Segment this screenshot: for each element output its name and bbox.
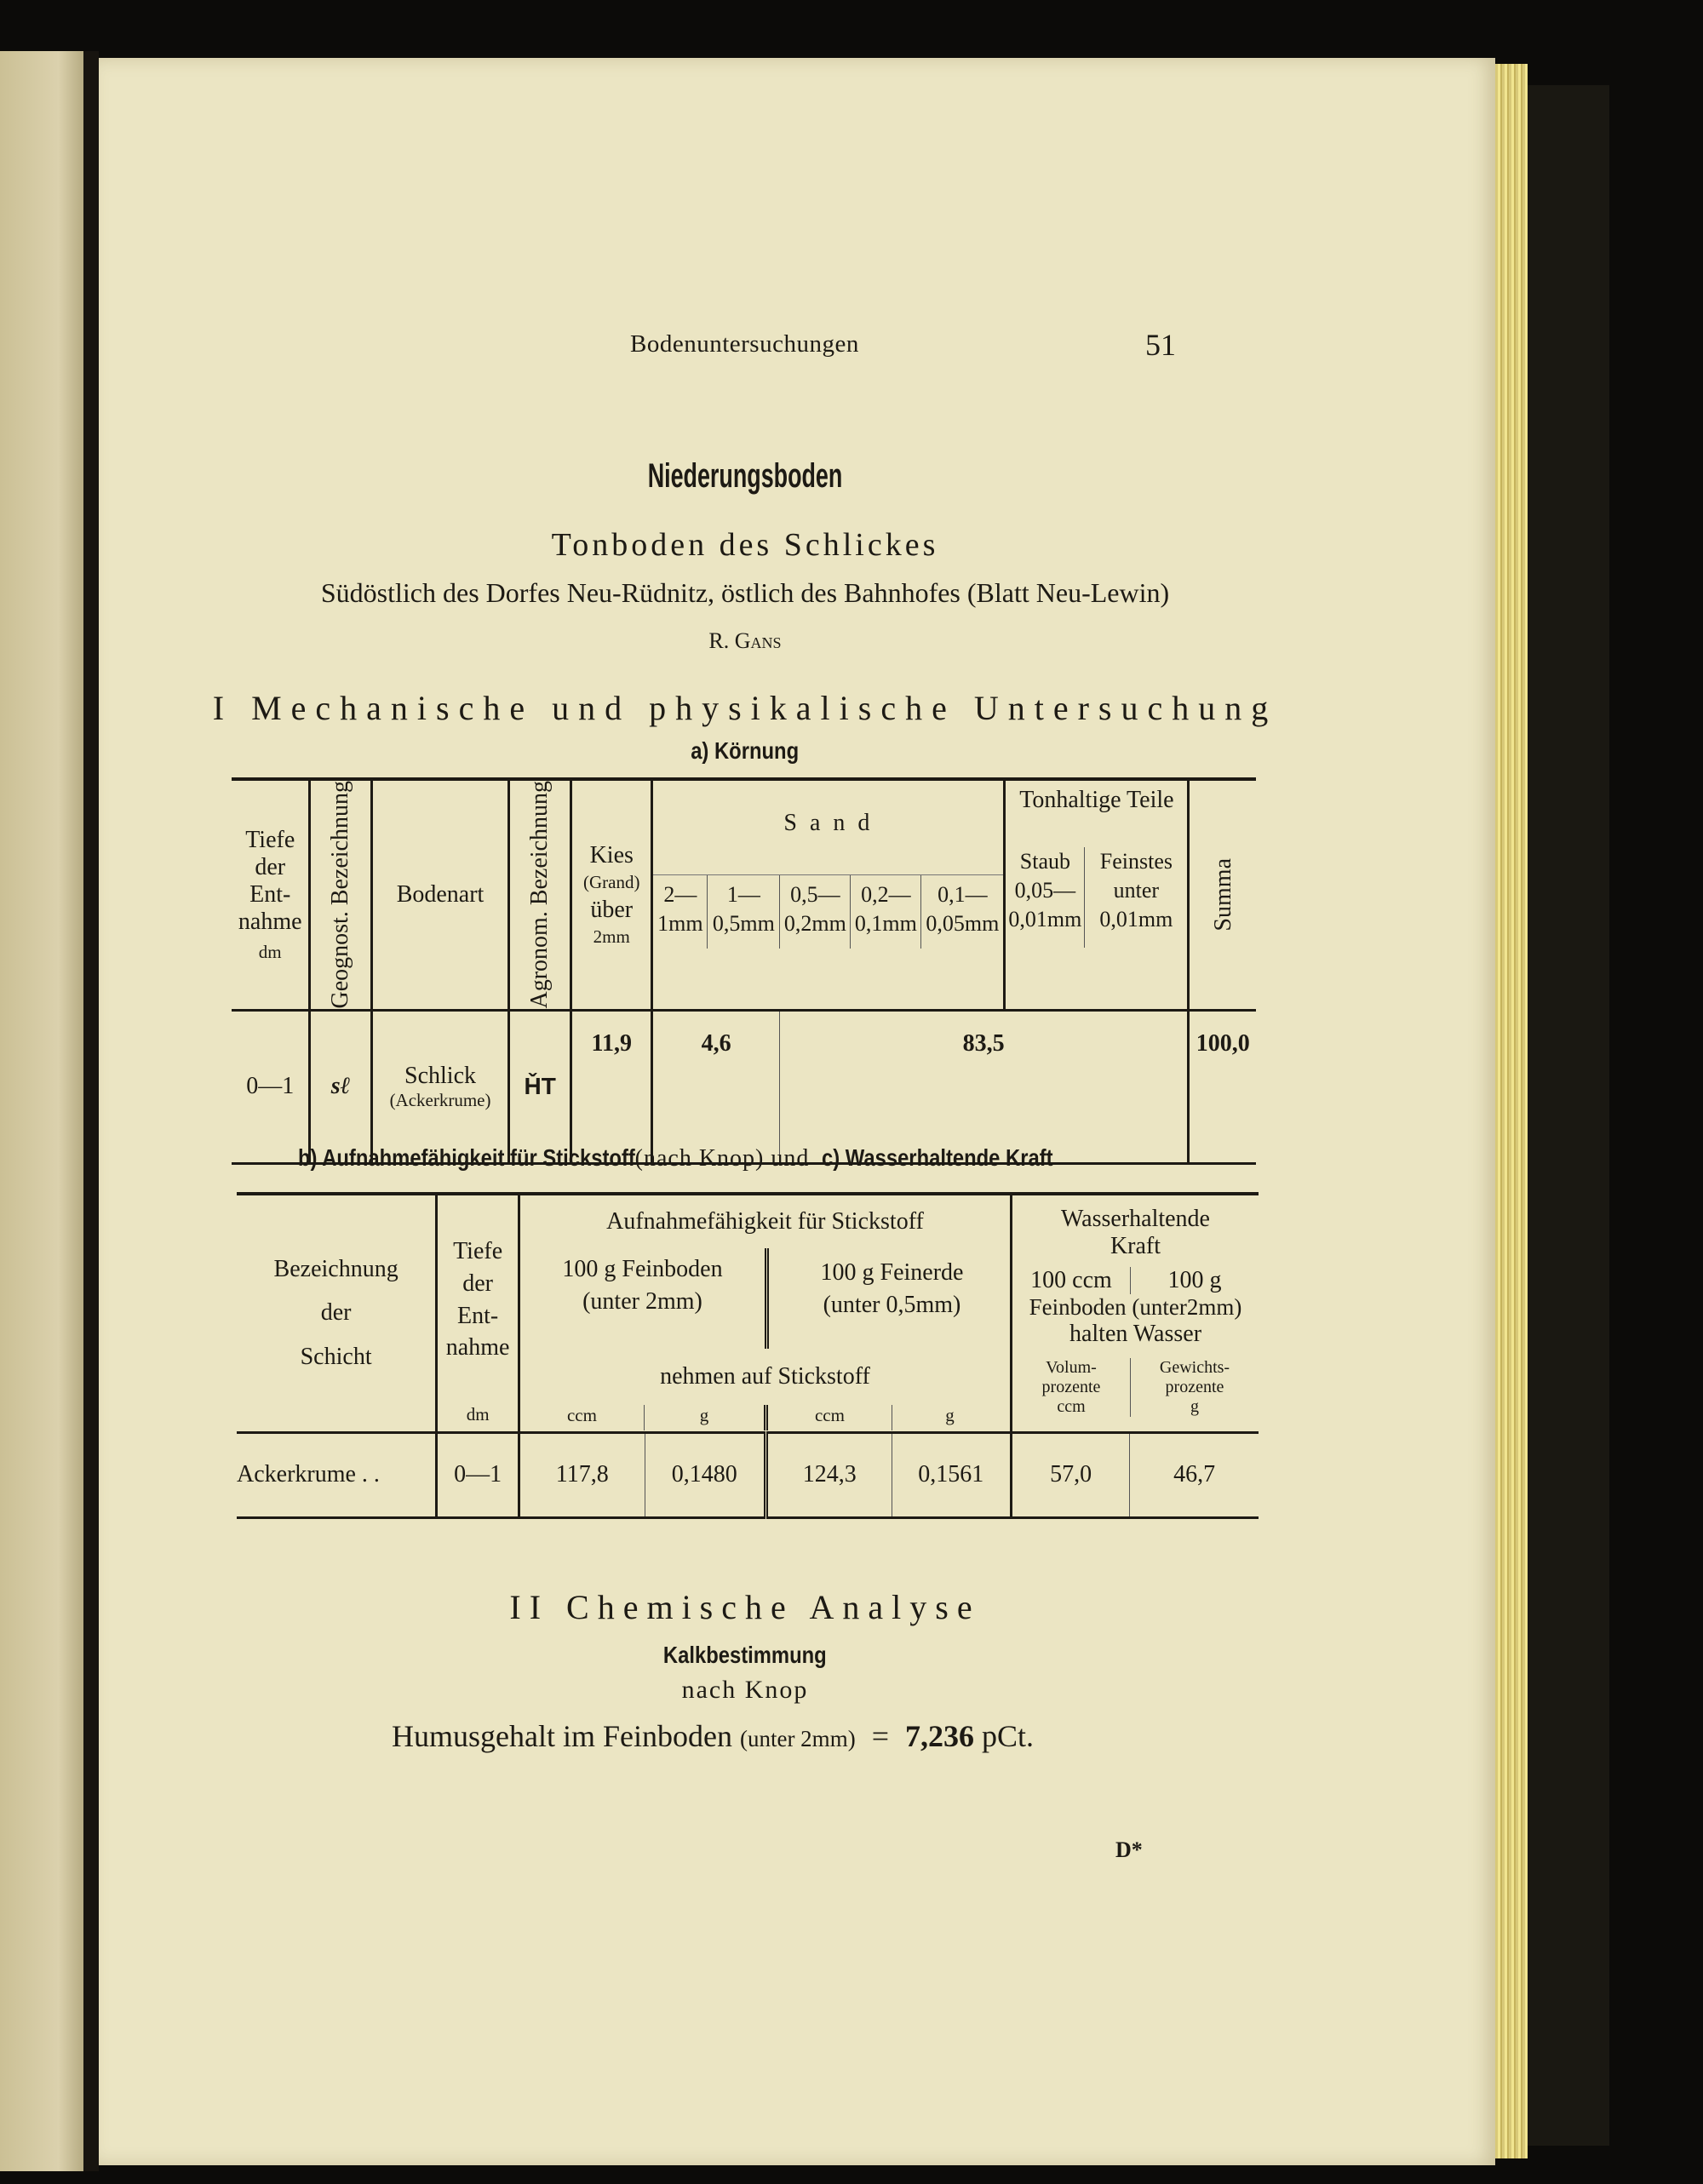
- cell-agronom: ȞT: [509, 1010, 571, 1163]
- cell-bodenart: [371, 1010, 508, 1163]
- humus-value: 7,236: [905, 1719, 974, 1753]
- cell-tiefe: 0—1: [246, 1073, 295, 1099]
- subtitle: Tonboden des Schlickes: [551, 527, 939, 563]
- col-tiefe2-unit: dm: [466, 1404, 490, 1424]
- kalk-heading: [0, 1642, 1490, 1670]
- col-geognost-label: Geognost. Bezeichnung: [327, 781, 354, 1009]
- col-tonhaltige: [1005, 779, 1189, 1010]
- feinstes-label: Feinstes unter 0,01mm: [1084, 847, 1187, 948]
- col-aufnahme: [519, 1194, 1011, 1432]
- wasser-label: Wasserhaltende Kraft: [1060, 1206, 1210, 1260]
- section-b-suffix: (nach Knop) und: [634, 1145, 810, 1172]
- section-c-label: c) Wasserhaltende Kraft: [822, 1144, 1053, 1171]
- unit-ccm-1: ccm: [566, 1405, 597, 1425]
- col-agronom: [509, 779, 571, 1010]
- ccm100-label: 100 ccm: [1030, 1267, 1112, 1293]
- col-geognost: [310, 779, 371, 1010]
- sand-col-1: 2— 1mm: [657, 882, 703, 936]
- sub-a-heading: [0, 737, 1490, 765]
- humus-line: [392, 1718, 1034, 1754]
- cell-tonhaltige: 83,5: [779, 1010, 1188, 1163]
- signature-mark: D*: [1115, 1837, 1143, 1862]
- tonhaltige-label: Tonhaltige Teile: [1019, 787, 1174, 813]
- col-tiefe2-label: Tiefe der Ent- nahme: [445, 1237, 510, 1361]
- cell-feinboden-ccm: 117,8: [519, 1432, 645, 1517]
- kies-grand: (Grand): [583, 872, 640, 893]
- table-row: [237, 1432, 1259, 1517]
- col-sand: [652, 779, 1005, 1010]
- col-tiefe: [232, 779, 310, 1010]
- cell-tiefe2: 0—1: [437, 1432, 519, 1517]
- cell-feinerde-ccm: 124,3: [765, 1432, 892, 1517]
- left-page-edge: [0, 51, 83, 2171]
- unit-g-2: g: [892, 1405, 1007, 1430]
- cell-bezeichnung: Ackerkrume . .: [237, 1461, 380, 1488]
- cell-geognost: sℓ: [310, 1010, 371, 1163]
- humus-unter: (unter 2mm): [739, 1726, 856, 1751]
- kies-size: 2mm: [593, 926, 630, 948]
- cell-feinerde-g: 0,1561: [892, 1432, 1011, 1517]
- page-number: 51: [1145, 328, 1176, 362]
- koernung-table: [232, 777, 1256, 1165]
- sand-col-5: 0,1— 0,05mm: [920, 875, 1003, 949]
- col-bezeichnung: Bezeichnung der Schicht: [237, 1194, 437, 1432]
- cell-sand: 4,6: [652, 1010, 780, 1163]
- book-cover: [1528, 85, 1609, 2146]
- unit-ccm-2: ccm: [764, 1405, 892, 1430]
- gewicht-label: Gewichts- prozente g: [1130, 1358, 1259, 1417]
- page-title: [135, 456, 1356, 496]
- author: R. Gans: [708, 628, 782, 653]
- aufnahme-label: Aufnahmefähigkeit für Stickstoff: [606, 1208, 924, 1235]
- page-edges: [1495, 64, 1528, 2158]
- cell-volum: 57,0: [1011, 1432, 1129, 1517]
- cell-summa: 100,0: [1189, 1010, 1256, 1163]
- table-row: [232, 1010, 1256, 1163]
- section-b-label: b) Aufnahmefähigkeit für Stickstoff: [298, 1144, 635, 1171]
- feinerde-label: 100 g Feinerde (unter 0,5mm): [820, 1259, 964, 1318]
- nach-knop: nach Knop: [681, 1676, 809, 1704]
- col-summa: [1189, 779, 1256, 1010]
- col-tiefe-label: Tiefe der Ent-nahme: [238, 826, 302, 936]
- staub-label: Staub 0,05— 0,01mm: [1008, 849, 1082, 931]
- sub-a-text: a) Körnung: [691, 737, 800, 764]
- kies-ueber: über: [590, 896, 634, 923]
- sand-col-4: 0,2— 0,1mm: [850, 875, 920, 949]
- book-gutter: [83, 51, 99, 2171]
- g100-label: 100 g: [1130, 1267, 1259, 1294]
- col-tiefe-unit: dm: [258, 941, 282, 962]
- col-kies: [571, 779, 652, 1010]
- stickstoff-table: [237, 1192, 1259, 1519]
- cell-kies: 11,9: [571, 1010, 652, 1163]
- section2-heading: II Chemische Analyse: [509, 1588, 981, 1626]
- col-wasser: [1011, 1194, 1259, 1432]
- col-agronom-label: Agronom. Bezeichnung: [526, 781, 553, 1009]
- halten-label: halten Wasser: [1069, 1321, 1202, 1347]
- section-bc-heading: [298, 1144, 1094, 1172]
- feinboden-label: 100 g Feinboden (unter 2mm): [562, 1256, 723, 1315]
- cell-bodenart-name: Schlick: [404, 1062, 477, 1089]
- cell-bodenart-sub: (Ackerkrume): [389, 1089, 491, 1110]
- page-title-text: Niederungsboden: [647, 457, 843, 495]
- volum-label: Volum- prozente ccm: [1041, 1358, 1101, 1416]
- humus-eq: =: [871, 1719, 889, 1753]
- cell-gewicht: 46,7: [1130, 1432, 1259, 1517]
- sand-col-2: 1— 0,5mm: [707, 875, 779, 949]
- humus-unit: pCt.: [982, 1719, 1035, 1753]
- location: Südöstlich des Dorfes Neu-Rüdnitz, östlich des Bahnhofes (Blatt Neu-Lewin): [320, 577, 1170, 608]
- kalk-text: Kalkbestimmung: [663, 1642, 827, 1668]
- col-tiefe2: [437, 1194, 519, 1432]
- cell-feinboden-g: 0,1480: [645, 1432, 765, 1517]
- sand-label: S a n d: [653, 781, 1003, 875]
- humus-label: Humusgehalt im Feinboden: [392, 1719, 732, 1753]
- unit-g-1: g: [644, 1405, 764, 1430]
- col-bodenart: Bodenart: [371, 779, 508, 1010]
- sand-col-3: 0,5— 0,2mm: [779, 875, 850, 949]
- running-title: Bodenuntersuchungen: [630, 330, 859, 358]
- nehmen-label: nehmen auf Stickstoff: [660, 1363, 870, 1390]
- section1-heading: I Mechanische und physikalische Untersuchung: [212, 689, 1278, 727]
- col-summa-label: Summa: [1209, 857, 1236, 931]
- kies-label: Kies: [589, 842, 634, 869]
- feinboden-unter-label: Feinboden (unter2mm): [1029, 1294, 1242, 1320]
